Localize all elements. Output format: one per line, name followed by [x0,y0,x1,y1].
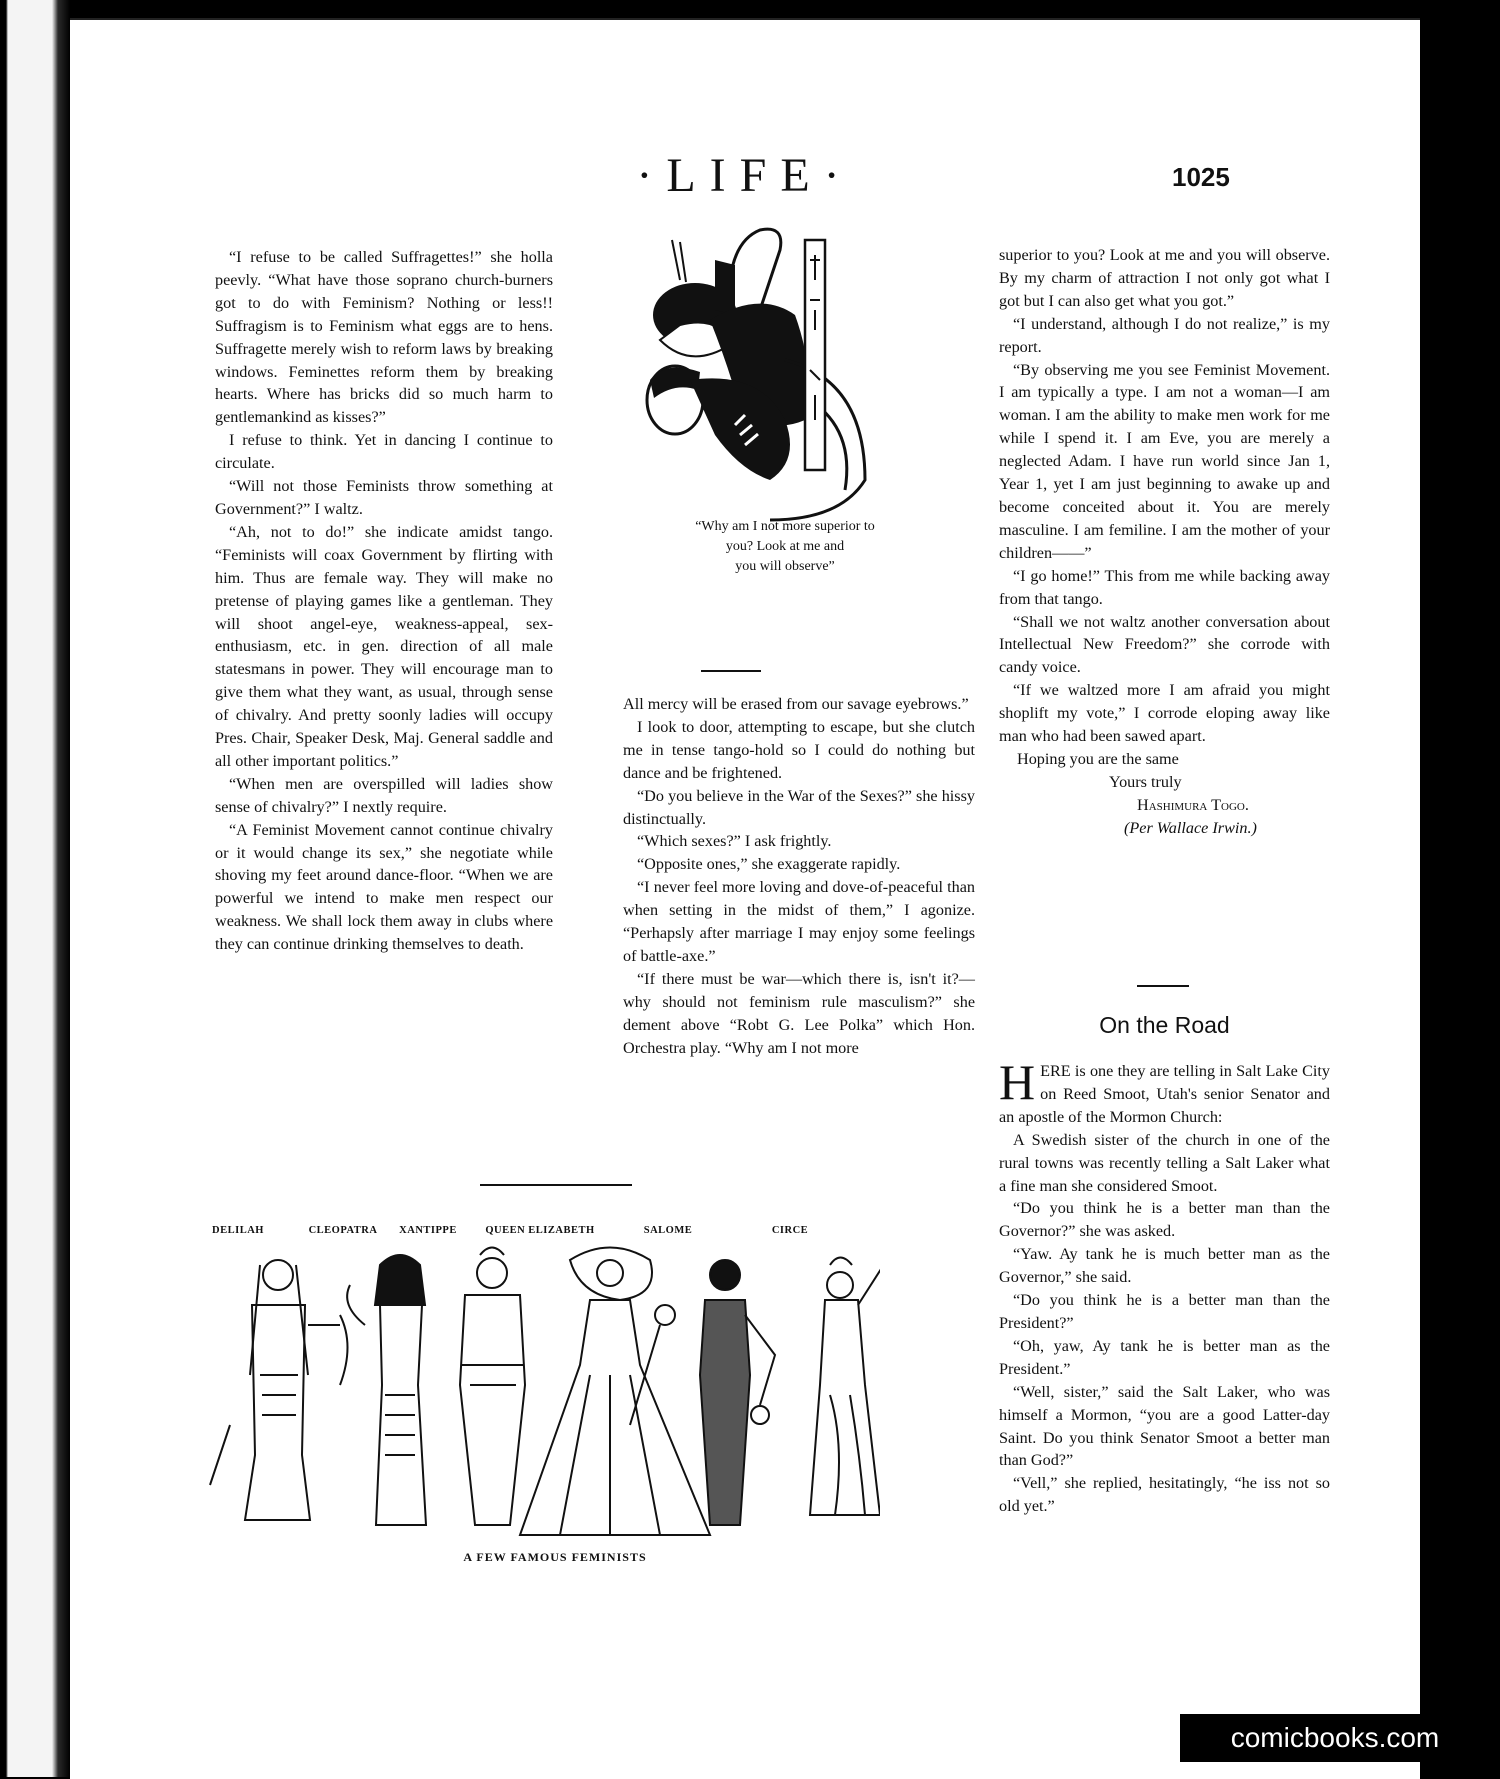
page-gutter [0,0,70,1777]
paragraph: I look to door, attempting to escape, but she clutch me in tense tango-hold so I could do nothing but dance and be frightened. [623,717,975,782]
famous-feminists-illustration [190,1245,880,1545]
paragraph: “If we waltzed more I am afraid you might shoplift my vote,” I corrode eloping away like man who had been sawed apart. [999,681,1330,746]
paragraph: A Swedish sister of the church in one of the rural towns was recently telling a Salt Laker what a fine man she considered Smoot. [999,1130,1330,1195]
magazine-page [70,18,1420,1779]
paragraph: “Yaw. Ay tank he is much better man as the Governor,” she said. [999,1245,1330,1287]
article-column-3 [999,244,1330,840]
on-the-road-article [999,1054,1330,1518]
paragraph: “Ah, not to do!” she indicate amidst tango. “Feminists will coax Government by flirting with him. Thus are female way. They will make no pretense of playing games like a gentleman. They will shoot angel-eye, weakness-appeal, sex-enthusiasm, etc. in gen. direction of all male statesmans in power. They will encourage man to give them what they want, as usual, through sense of chivalry. And pretty soonly ladies will occupy Pres. Chair, Speaker Desk, Maj. General saddle and all other important politics.” [215,522,553,770]
paragraph: All mercy will be erased from our savage eyebrows.” [623,695,969,713]
masthead-title: ·LIFE· [636,149,854,202]
illustration-caption: “Why am I not more superior to you? Look at me and you will observe” [695,519,875,574]
figure-label-xantippe: XANTIPPE [399,1225,457,1236]
paragraph: “I understand, although I do not realize,” is my report. [999,314,1330,356]
paragraph: I refuse to think. Yet in dancing I continue to circulate. [215,431,553,473]
illustration-caption: A FEW FAMOUS FEMINISTS [463,1550,647,1564]
scan-border [1420,0,1500,1777]
paragraph: “When men are overspilled will ladies show sense of chivalry?” I nextly require. [215,774,553,816]
paragraph: HERE is one they are telling in Salt Lake City on Reed Smoot, Utah's senior Senator and an apostle of the Mormon Church: [999,1054,1330,1126]
watermark: comicbooks.com [1180,1714,1490,1762]
paragraph: “Well, sister,” said the Salt Laker, who was himself a Mormon, “you are a good Latter-day Saint. Do you think Senator Smoot a better man than God?” [999,1382,1330,1470]
attribution: (Per Wallace Irwin.) [1124,818,1257,837]
paragraph: “If there must be war—which there is, isn't it?—why should not feminism rule masculism?” she dement above “Robt G. Lee Polka” which Hon. Orchestra play. “Why am I not more [623,969,975,1057]
page-number: 1025 [1172,162,1230,192]
paragraph: superior to you? Look at me and you will observe. By my charm of attraction I not only got what I got but I can also get what you got.” [999,246,1330,310]
figure-label-queen-elizabeth: QUEEN ELIZABETH [485,1225,595,1236]
divider [701,670,761,672]
paragraph: “Do you think he is a better man than the Governor?” she was asked. [999,1199,1330,1241]
paragraph: “Do you think he is a better man than the President?” [999,1291,1330,1332]
paragraph: “I go home!” This from me while backing away from that tango. [999,566,1330,608]
paragraph: “Which sexes?” I ask frightly. [637,832,832,851]
signature: Hashimura Togo. [1137,795,1249,814]
drop-cap: H [999,1054,1036,1110]
paragraph: “Vell,” she replied, hesitatingly, “he iss not so old yet.” [999,1474,1330,1516]
article-column-1 [215,246,553,956]
paragraph: “Shall we not waltz another conversation about Intellectual New Freedom?” she corrode with candy voice. [999,612,1330,677]
divider [1137,985,1189,987]
figure-label-circe: CIRCE [771,1225,809,1236]
paragraph: “Opposite ones,” she exaggerate rapidly. [637,855,901,874]
closing-line: Hoping you are the same [1017,749,1179,768]
figure-label-delilah: DELILAH [212,1225,264,1236]
paragraph: “A Feminist Movement cannot continue chivalry or it would change its sex,” she negotiate while shoving my feet around dance-floor. “When we are powerful we intend to make men respect our weakness. We shall lock them away in clubs where they can continue drinking themselves to death. [215,820,553,954]
paragraph: “I never feel more loving and dove-of-peaceful than when setting in the midst of them,” I agonize. “Perhapsly after marriage I may enjoy some feelings of battle-axe.” [623,878,975,965]
paragraph: “Oh, yaw, Ay tank he is better man as the President.” [999,1336,1330,1378]
figure-label-cleopatra: CLEOPATRA [308,1225,378,1236]
figure-label-salome: SALOME [643,1225,693,1236]
paragraph: “Will not those Feminists throw something at Government?” I waltz. [215,477,553,518]
section-heading: On the Road [1099,1012,1230,1038]
dancing-couple-illustration [620,220,960,550]
article-column-2 [623,693,975,1060]
divider [480,1184,632,1186]
paragraph: “By observing me you see Feminist Movement. I am typically a type. I am not a woman—I am woman. I am the ability to make men work for me while I spend it. I am Eve, you are merely a neglected Adam. I have run world since Jan 1, Year 1, yet I am just beginning to awake up and become conceited about it. You are merely masculine. I am femiline. I am the mother of your children——” [999,360,1330,562]
paragraph: “Do you believe in the War of the Sexes?” she hissy distinctually. [623,786,975,828]
paragraph: “I refuse to be called Suffragettes!” she holla peevly. “What have those soprano church-burners got to do with Feminism? Nothing or less!! Suffragism is to Feminism what eggs are to hens. Suffragette merely wish to reform laws by breaking windows. Feminettes reform them by breaking hearts. Where has bricks did so much harm to gentlemankind as kisses?” [215,248,553,427]
yours-truly: Yours truly [1109,772,1182,791]
